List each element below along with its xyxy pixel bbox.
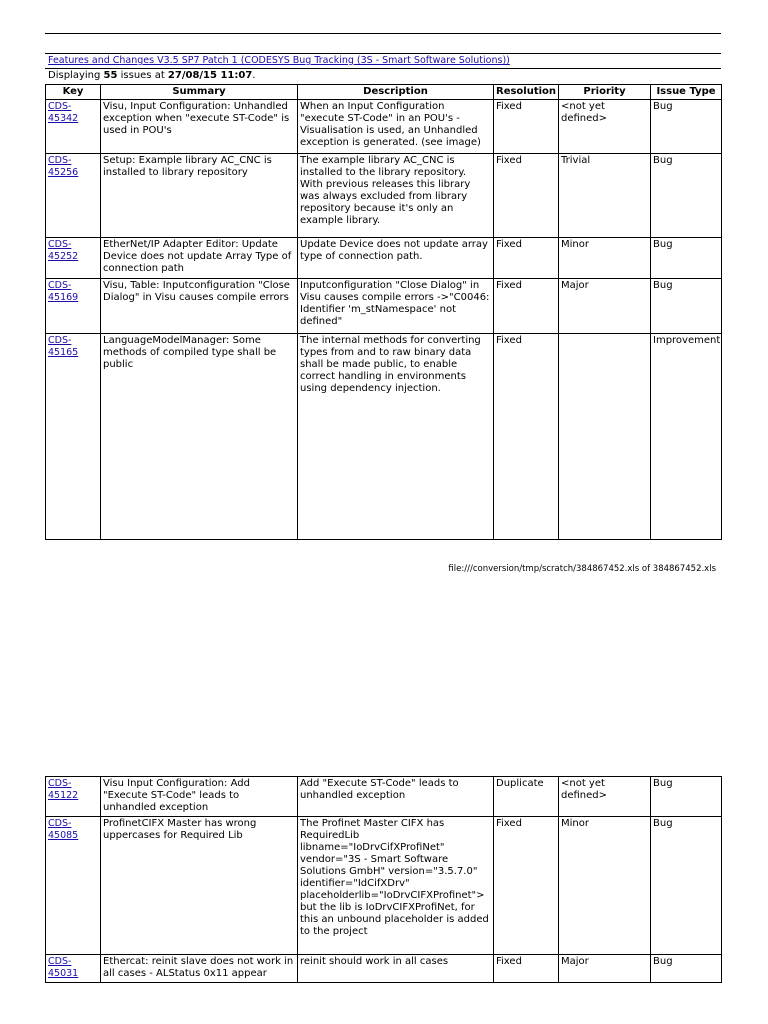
description-cell: The Profinet Master CIFX has RequiredLib libname="IoDrvCifXProfiNet" vendor="3S - Smart Software Solutions GmbH" version="3.5.7.0" identifier="IdCifXDrv" placeholderlib="IoDrvCIFXProfinet"> but the lib is IoDrvCIFXProfiNet, for this an unbound placeholder is added to the project <box>298 817 494 955</box>
key-cell <box>46 817 101 955</box>
resolution-cell: Fixed <box>494 100 559 154</box>
issue-type-cell: Bug <box>651 100 722 154</box>
key-cell <box>46 279 101 334</box>
file-path-footer: file:///conversion/tmp/scratch/384867452.xls of 384867452.xls <box>448 564 716 574</box>
description-cell: The example library AC_CNC is installed to the library repository. With previous releases this library was always excluded from library repository because it's only an example library. <box>298 154 494 238</box>
description-cell: When an Input Configuration "execute ST-Code" in an POU's - Visualisation is used, an Unhandled exception is generated. (see image) <box>298 100 494 154</box>
resolution-cell: Fixed <box>494 817 559 955</box>
summary-cell: ProfinetCIFX Master has wrong uppercases for Required Lib <box>101 817 298 955</box>
issue-key-link[interactable]: CDS-45031 <box>48 956 79 979</box>
summary-cell: Visu Input Configuration: Add "Execute ST-Code" leads to unhandled exception <box>101 777 298 817</box>
issue-key-link[interactable]: CDS-45342 <box>48 101 79 124</box>
issue-key-link[interactable]: CDS-45252 <box>48 239 79 262</box>
issue-type-cell: Bug <box>651 777 722 817</box>
table-header-row <box>46 85 722 100</box>
table-row <box>46 100 722 154</box>
issues-table-page2 <box>45 776 722 983</box>
resolution-cell: Duplicate <box>494 777 559 817</box>
summary-cell: Visu, Table: Inputconfiguration "Close Dialog" in Visu causes compile errors <box>101 279 298 334</box>
table-row <box>46 334 722 540</box>
table-row <box>46 955 722 983</box>
resolution-cell: Fixed <box>494 279 559 334</box>
description-cell: Inputconfiguration "Close Dialog" in Visu causes compile errors ->"C0046: Identifier 'm_stNamespace' not defined" <box>298 279 494 334</box>
issue-type-cell: Bug <box>651 279 722 334</box>
col-header-issue-type: Issue Type <box>651 85 722 100</box>
issue-type-cell: Bug <box>651 238 722 279</box>
description-cell: reinit should work in all cases <box>298 955 494 983</box>
priority-cell: Minor <box>559 238 651 279</box>
issue-count: 55 <box>103 70 118 81</box>
col-header-summary: Summary <box>101 85 298 100</box>
issues-table-page1 <box>45 84 722 540</box>
key-cell <box>46 777 101 817</box>
displaying-prefix: Displaying <box>48 70 104 81</box>
table-row <box>46 279 722 334</box>
col-header-description: Description <box>298 85 494 100</box>
col-header-key: Key <box>46 85 101 100</box>
table-row <box>46 777 722 817</box>
issue-key-link[interactable]: CDS-45165 <box>48 335 79 358</box>
issue-key-link[interactable]: CDS-45122 <box>48 778 79 801</box>
table-row <box>46 238 722 279</box>
summary-cell: Visu, Input Configuration: Unhandled exception when "execute ST-Code" is used in POU's <box>101 100 298 154</box>
table-row <box>46 817 722 955</box>
issue-type-cell: Bug <box>651 817 722 955</box>
priority-cell: Major <box>559 955 651 983</box>
description-cell: Add "Execute ST-Code" leads to unhandled exception <box>298 777 494 817</box>
report-title-row <box>45 53 721 69</box>
top-border <box>45 33 721 34</box>
resolution-cell: Fixed <box>494 955 559 983</box>
issue-type-cell: Bug <box>651 154 722 238</box>
table-row <box>46 154 722 238</box>
key-cell <box>46 100 101 154</box>
priority-cell: <not yet defined> <box>559 777 651 817</box>
issues-at-text: issues at <box>117 70 168 81</box>
summary-cell: EtherNet/IP Adapter Editor: Update Device does not update Array Type of connection path <box>101 238 298 279</box>
description-cell: The internal methods for converting types from and to raw binary data shall be made public, to enable correct handling in environments using dependency injection. <box>298 334 494 540</box>
resolution-cell: Fixed <box>494 334 559 540</box>
summary-cell: Setup: Example library AC_CNC is installed to library repository <box>101 154 298 238</box>
key-cell <box>46 955 101 983</box>
priority-cell: Major <box>559 279 651 334</box>
col-header-priority: Priority <box>559 85 651 100</box>
issue-key-link[interactable]: CDS-45256 <box>48 155 79 178</box>
report-title-link[interactable]: Features and Changes V3.5 SP7 Patch 1 (CODESYS Bug Tracking (3S - Smart Software Solutions)) <box>48 55 510 66</box>
issue-type-cell: Bug <box>651 955 722 983</box>
key-cell <box>46 334 101 540</box>
summary-cell: Ethercat: reinit slave does not work in all cases - ALStatus 0x11 appear <box>101 955 298 983</box>
col-header-resolution: Resolution <box>494 85 559 100</box>
issue-type-cell: Improvement <box>651 334 722 540</box>
resolution-cell: Fixed <box>494 154 559 238</box>
key-cell <box>46 154 101 238</box>
issue-key-link[interactable]: CDS-45085 <box>48 818 79 841</box>
priority-cell <box>559 334 651 540</box>
priority-cell: <not yet defined> <box>559 100 651 154</box>
key-cell <box>46 238 101 279</box>
priority-cell: Minor <box>559 817 651 955</box>
resolution-cell: Fixed <box>494 238 559 279</box>
report-timestamp: 27/08/15 11:07 <box>167 70 253 81</box>
summary-cell: LanguageModelManager: Some methods of compiled type shall be public <box>101 334 298 540</box>
issue-key-link[interactable]: CDS-45169 <box>48 280 79 303</box>
description-cell: Update Device does not update array type of connection path. <box>298 238 494 279</box>
display-summary <box>48 70 255 81</box>
period: . <box>252 70 256 81</box>
priority-cell: Trivial <box>559 154 651 238</box>
